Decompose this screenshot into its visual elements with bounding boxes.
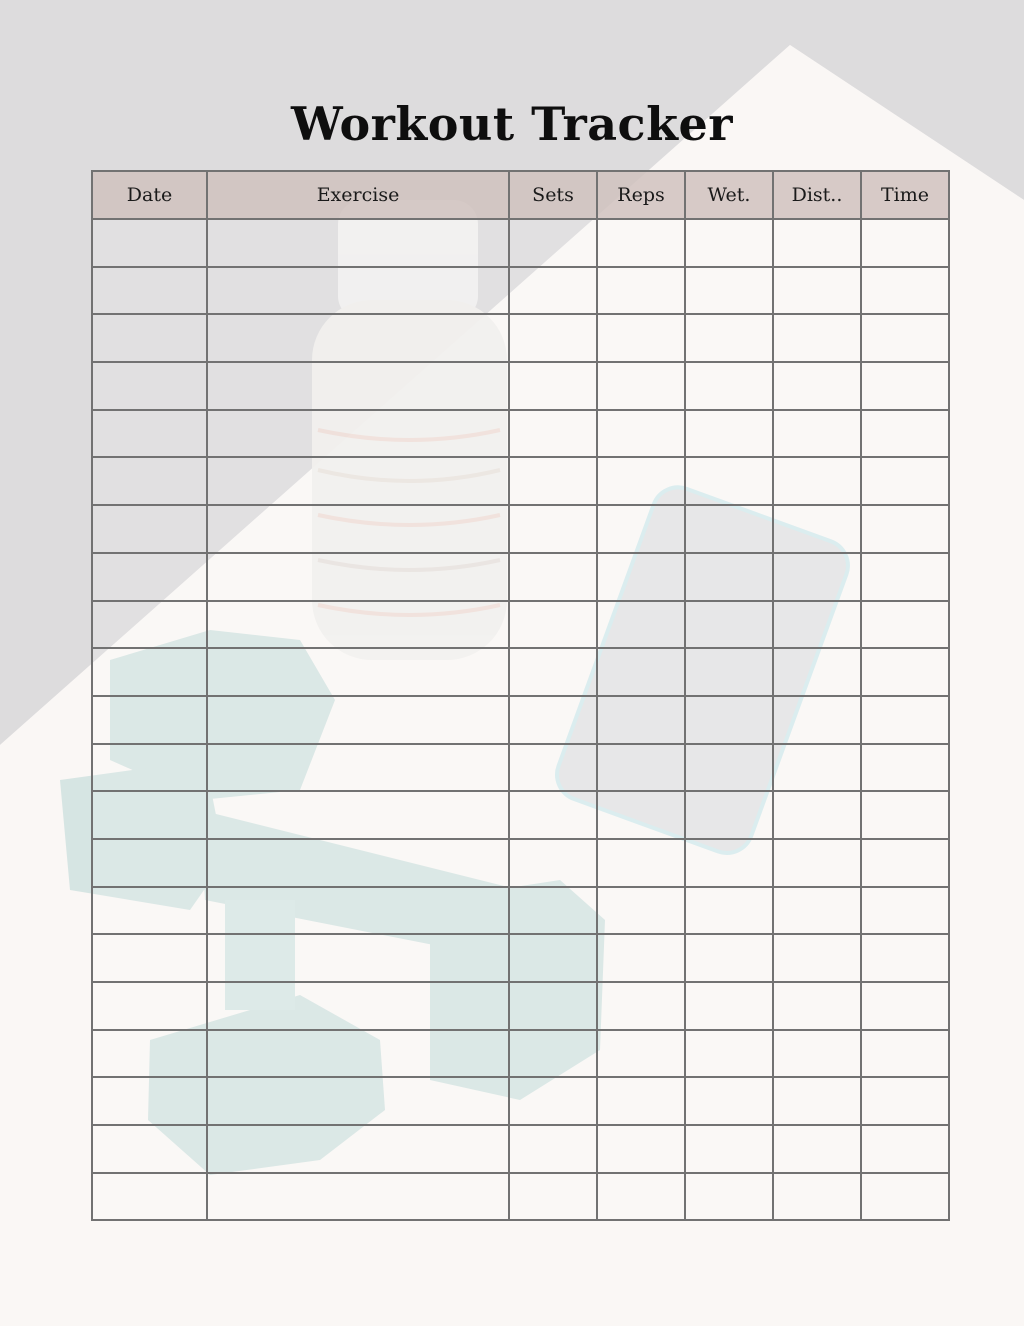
table-cell-distance[interactable] — [773, 410, 861, 458]
table-cell-exercise[interactable] — [207, 648, 509, 696]
table-cell-date[interactable] — [92, 314, 207, 362]
table-cell-exercise[interactable] — [207, 744, 509, 792]
table-cell-exercise[interactable] — [207, 887, 509, 935]
column-header-distance: Dist.. — [773, 171, 861, 219]
table-row — [92, 553, 949, 601]
table-cell-weight[interactable] — [685, 1173, 773, 1221]
table-cell-weight[interactable] — [685, 839, 773, 887]
table-cell-distance[interactable] — [773, 648, 861, 696]
table-cell-date[interactable] — [92, 887, 207, 935]
table-cell-time[interactable] — [861, 314, 949, 362]
table-cell-time[interactable] — [861, 744, 949, 792]
table-cell-weight[interactable] — [685, 1030, 773, 1078]
table-cell-distance[interactable] — [773, 791, 861, 839]
table-row — [92, 505, 949, 553]
table-cell-sets[interactable] — [509, 791, 597, 839]
table-cell-exercise[interactable] — [207, 601, 509, 649]
table-cell-reps[interactable] — [597, 553, 685, 601]
table-header-row — [92, 171, 949, 219]
table-cell-reps[interactable] — [597, 457, 685, 505]
table-row — [92, 887, 949, 935]
table-cell-reps[interactable] — [597, 1030, 685, 1078]
table-cell-distance[interactable] — [773, 839, 861, 887]
table-cell-date[interactable] — [92, 267, 207, 315]
table-row — [92, 362, 949, 410]
table-row — [92, 1077, 949, 1125]
table-cell-time[interactable] — [861, 1125, 949, 1173]
table-cell-sets[interactable] — [509, 1173, 597, 1221]
table-cell-exercise[interactable] — [207, 457, 509, 505]
table-cell-sets[interactable] — [509, 839, 597, 887]
table-cell-sets[interactable] — [509, 601, 597, 649]
table-cell-date[interactable] — [92, 553, 207, 601]
column-header-exercise: Exercise — [207, 171, 509, 219]
table-cell-exercise[interactable] — [207, 267, 509, 315]
table-row — [92, 1030, 949, 1078]
table-cell-sets[interactable] — [509, 1125, 597, 1173]
table-row — [92, 314, 949, 362]
table-cell-time[interactable] — [861, 791, 949, 839]
column-header-sets: Sets — [509, 171, 597, 219]
table-cell-distance[interactable] — [773, 601, 861, 649]
table-cell-date[interactable] — [92, 1030, 207, 1078]
column-header-weight: Wet. — [685, 171, 773, 219]
table-cell-sets[interactable] — [509, 887, 597, 935]
table-cell-distance[interactable] — [773, 887, 861, 935]
table-cell-time[interactable] — [861, 934, 949, 982]
table-cell-date[interactable] — [92, 982, 207, 1030]
table-cell-reps[interactable] — [597, 410, 685, 458]
table-cell-sets[interactable] — [509, 314, 597, 362]
table-cell-time[interactable] — [861, 601, 949, 649]
table-cell-reps[interactable] — [597, 887, 685, 935]
table-cell-weight[interactable] — [685, 982, 773, 1030]
table-cell-exercise[interactable] — [207, 934, 509, 982]
table-cell-reps[interactable] — [597, 1077, 685, 1125]
table-body — [92, 219, 949, 1220]
table-cell-date[interactable] — [92, 648, 207, 696]
table-cell-reps[interactable] — [597, 505, 685, 553]
table-cell-time[interactable] — [861, 267, 949, 315]
table-cell-distance[interactable] — [773, 934, 861, 982]
table-cell-distance[interactable] — [773, 267, 861, 315]
table-cell-time[interactable] — [861, 219, 949, 267]
column-header-reps: Reps — [597, 171, 685, 219]
table-row — [92, 934, 949, 982]
table-cell-date[interactable] — [92, 791, 207, 839]
table-row — [92, 839, 949, 887]
workout-table — [91, 170, 950, 1221]
table-cell-exercise[interactable] — [207, 410, 509, 458]
table-cell-exercise[interactable] — [207, 1030, 509, 1078]
table-cell-distance[interactable] — [773, 219, 861, 267]
table-cell-distance[interactable] — [773, 362, 861, 410]
table-cell-sets[interactable] — [509, 362, 597, 410]
table-cell-weight[interactable] — [685, 934, 773, 982]
table-row — [92, 410, 949, 458]
table-cell-time[interactable] — [861, 1173, 949, 1221]
table-cell-distance[interactable] — [773, 505, 861, 553]
table-cell-date[interactable] — [92, 744, 207, 792]
table-cell-weight[interactable] — [685, 791, 773, 839]
table-row — [92, 219, 949, 267]
table-cell-distance[interactable] — [773, 696, 861, 744]
table-cell-sets[interactable] — [509, 934, 597, 982]
table-cell-time[interactable] — [861, 457, 949, 505]
table-cell-weight[interactable] — [685, 744, 773, 792]
table-cell-distance[interactable] — [773, 314, 861, 362]
table-cell-weight[interactable] — [685, 314, 773, 362]
table-cell-weight[interactable] — [685, 553, 773, 601]
table-cell-sets[interactable] — [509, 505, 597, 553]
table-cell-date[interactable] — [92, 601, 207, 649]
table-cell-sets[interactable] — [509, 410, 597, 458]
table-cell-weight[interactable] — [685, 457, 773, 505]
table-cell-date[interactable] — [92, 934, 207, 982]
table-cell-reps[interactable] — [597, 219, 685, 267]
table-row — [92, 744, 949, 792]
table-cell-time[interactable] — [861, 410, 949, 458]
table-row — [92, 457, 949, 505]
table-cell-reps[interactable] — [597, 601, 685, 649]
table-cell-reps[interactable] — [597, 1125, 685, 1173]
table-cell-time[interactable] — [861, 1077, 949, 1125]
table-row — [92, 1173, 949, 1221]
table-row — [92, 791, 949, 839]
table-cell-date[interactable] — [92, 1173, 207, 1221]
table-cell-reps[interactable] — [597, 696, 685, 744]
table-cell-exercise[interactable] — [207, 839, 509, 887]
table-cell-sets[interactable] — [509, 982, 597, 1030]
table-cell-weight[interactable] — [685, 219, 773, 267]
table-cell-sets[interactable] — [509, 648, 597, 696]
table-cell-reps[interactable] — [597, 839, 685, 887]
table-cell-sets[interactable] — [509, 219, 597, 267]
table-cell-time[interactable] — [861, 696, 949, 744]
table-cell-exercise[interactable] — [207, 1077, 509, 1125]
table-cell-time[interactable] — [861, 648, 949, 696]
table-cell-time[interactable] — [861, 1030, 949, 1078]
table-row — [92, 982, 949, 1030]
table-cell-date[interactable] — [92, 1077, 207, 1125]
table-cell-date[interactable] — [92, 219, 207, 267]
table-cell-distance[interactable] — [773, 457, 861, 505]
table-cell-distance[interactable] — [773, 1030, 861, 1078]
table-cell-reps[interactable] — [597, 982, 685, 1030]
table-cell-sets[interactable] — [509, 267, 597, 315]
table-cell-date[interactable] — [92, 410, 207, 458]
table-cell-weight[interactable] — [685, 696, 773, 744]
table-cell-exercise[interactable] — [207, 553, 509, 601]
table-cell-sets[interactable] — [509, 1077, 597, 1125]
table-cell-date[interactable] — [92, 1125, 207, 1173]
table-cell-reps[interactable] — [597, 744, 685, 792]
table-cell-sets[interactable] — [509, 457, 597, 505]
table-cell-weight[interactable] — [685, 1077, 773, 1125]
column-header-time: Time — [861, 171, 949, 219]
table-cell-distance[interactable] — [773, 1077, 861, 1125]
table-cell-time[interactable] — [861, 839, 949, 887]
table-row — [92, 696, 949, 744]
table-cell-distance[interactable] — [773, 982, 861, 1030]
column-header-date: Date — [92, 171, 207, 219]
table-cell-sets[interactable] — [509, 553, 597, 601]
table-cell-distance[interactable] — [773, 553, 861, 601]
table-cell-reps[interactable] — [597, 934, 685, 982]
table-cell-distance[interactable] — [773, 1173, 861, 1221]
table-row — [92, 601, 949, 649]
table-cell-sets[interactable] — [509, 744, 597, 792]
table-cell-exercise[interactable] — [207, 791, 509, 839]
table-cell-date[interactable] — [92, 839, 207, 887]
table-cell-exercise[interactable] — [207, 314, 509, 362]
page-title: Workout Tracker — [291, 97, 733, 151]
table-cell-weight[interactable] — [685, 410, 773, 458]
table-row — [92, 648, 949, 696]
table-cell-reps[interactable] — [597, 791, 685, 839]
table-cell-exercise[interactable] — [207, 505, 509, 553]
table-cell-time[interactable] — [861, 553, 949, 601]
table-cell-date[interactable] — [92, 696, 207, 744]
table-cell-weight[interactable] — [685, 362, 773, 410]
table-row — [92, 267, 949, 315]
table-cell-distance[interactable] — [773, 744, 861, 792]
table-cell-exercise[interactable] — [207, 982, 509, 1030]
table-cell-date[interactable] — [92, 505, 207, 553]
table-cell-distance[interactable] — [773, 1125, 861, 1173]
table-cell-reps[interactable] — [597, 362, 685, 410]
table-cell-time[interactable] — [861, 887, 949, 935]
table-cell-exercise[interactable] — [207, 1173, 509, 1221]
table-cell-sets[interactable] — [509, 1030, 597, 1078]
table-cell-time[interactable] — [861, 982, 949, 1030]
table-cell-reps[interactable] — [597, 314, 685, 362]
table-cell-weight[interactable] — [685, 648, 773, 696]
table-cell-date[interactable] — [92, 457, 207, 505]
table-cell-weight[interactable] — [685, 1125, 773, 1173]
table-cell-weight[interactable] — [685, 887, 773, 935]
table-cell-exercise[interactable] — [207, 696, 509, 744]
table-cell-reps[interactable] — [597, 1173, 685, 1221]
table-cell-weight[interactable] — [685, 601, 773, 649]
table-cell-reps[interactable] — [597, 648, 685, 696]
table-cell-weight[interactable] — [685, 267, 773, 315]
table-cell-reps[interactable] — [597, 267, 685, 315]
table-cell-weight[interactable] — [685, 505, 773, 553]
table-cell-exercise[interactable] — [207, 219, 509, 267]
table-cell-exercise[interactable] — [207, 362, 509, 410]
table-cell-sets[interactable] — [509, 696, 597, 744]
table-cell-time[interactable] — [861, 362, 949, 410]
table-row — [92, 1125, 949, 1173]
table-cell-exercise[interactable] — [207, 1125, 509, 1173]
table-cell-time[interactable] — [861, 505, 949, 553]
table-cell-date[interactable] — [92, 362, 207, 410]
